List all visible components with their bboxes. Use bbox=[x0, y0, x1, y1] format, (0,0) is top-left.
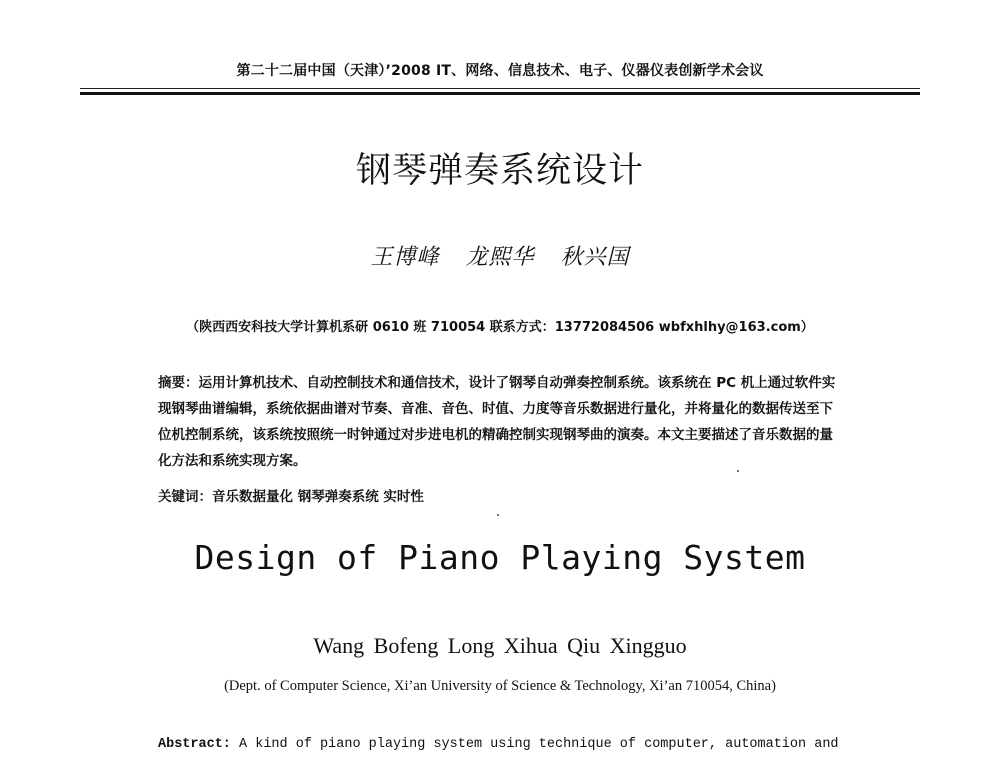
abstract-chinese bbox=[158, 370, 844, 474]
affiliation-english: (Dept. of Computer Science, Xi’an University of Science & Technology, Xi’an 710054, China) bbox=[224, 678, 776, 694]
authors-english: Wang Bofeng Long Xihua Qiu Xingguo bbox=[313, 633, 687, 658]
header-rule-thick bbox=[80, 92, 920, 95]
keywords-chinese-text: 音乐数据量化 钢琴弹奏系统 实时性 bbox=[212, 489, 424, 505]
abstract-english bbox=[158, 737, 858, 752]
scan-speck bbox=[737, 470, 739, 472]
authors-chinese: 王博峰 龙熙华 秋兴国 bbox=[370, 245, 630, 270]
paper-title-chinese: 钢琴弹奏系统设计 bbox=[355, 151, 644, 191]
abstract-chinese-text: 运用计算机技术、自动控制技术和通信技术，设计了钢琴自动弹奏控制系统。该系统在 PC 机上通过软件实现钢琴曲谱编辑，系统依据曲谱对节奏、音准、音色、时值、力度等音乐数据进行量化，并将量化的数据传送至下位机控制系统，该系统按照统一时钟通过对步进电机的精确控制实现钢琴曲的演奏。本文主要描述了音乐数据的量化方法和系统实现方案。 bbox=[158, 375, 836, 469]
conference-header: 第二十二届中国（天津）’2008 IT、网络、信息技术、电子、仪器仪表创新学术会议 bbox=[236, 63, 764, 79]
abstract-chinese-label: 摘要： bbox=[158, 375, 199, 391]
scan-speck bbox=[497, 514, 499, 516]
abstract-english-text: A kind of piano playing system using technique of computer, automation and bbox=[230, 737, 839, 752]
affiliation-chinese: （陕西西安科技大学计算机系研 0610 班 710054 联系方式：13772084506 wbfxhlhy@163.com） bbox=[186, 320, 814, 335]
header-rule-thin bbox=[80, 88, 920, 89]
keywords-chinese-label: 关键词： bbox=[158, 489, 212, 505]
abstract-english-label: Abstract: bbox=[158, 737, 231, 752]
paper-title-english: Design of Piano Playing System bbox=[194, 538, 806, 577]
keywords-chinese bbox=[158, 484, 844, 510]
